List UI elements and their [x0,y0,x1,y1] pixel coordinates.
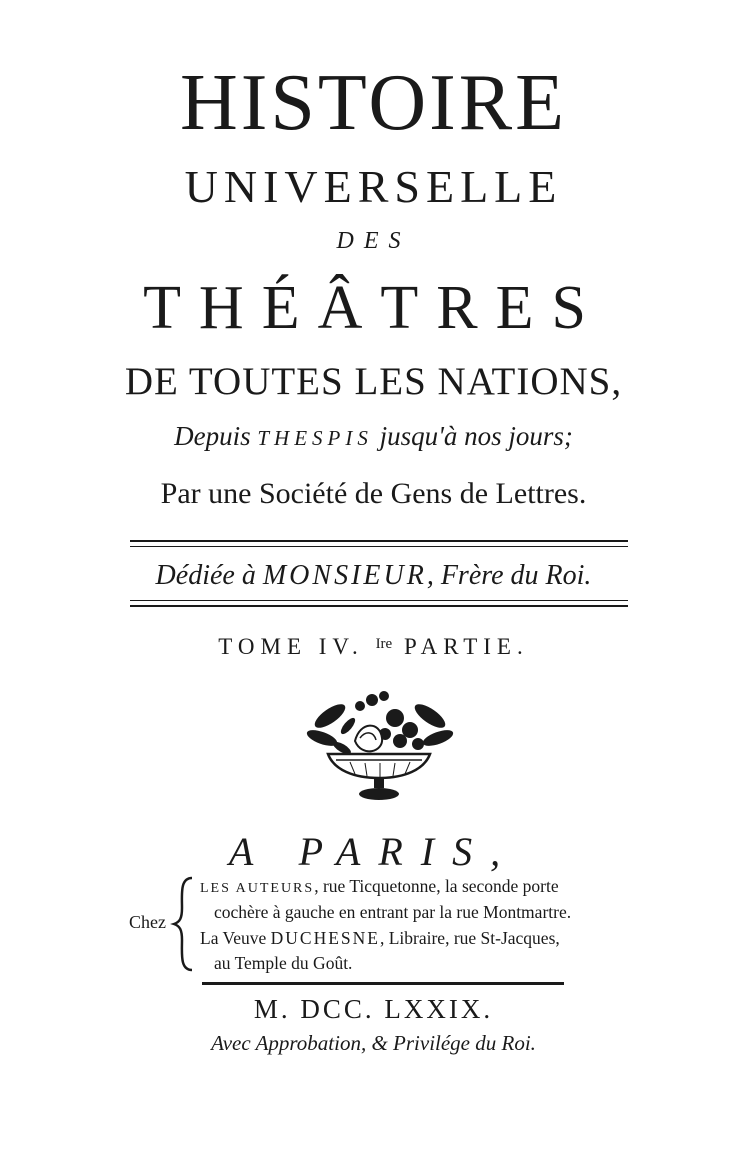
imprint-chez: Chez [129,912,166,932]
volume-tome: TOME IV. [218,634,364,659]
dedication-name: MONSIEUR [262,560,427,591]
divider-bottom-1 [130,600,628,601]
divider-imprint [202,982,564,985]
author-line: Par une Société de Gens de Lettres. [160,477,587,510]
title-histoire: HISTOIRE [180,59,567,147]
subtitle-rest: jusqu'à nos jours; [379,421,573,451]
address-line-2: cochère à gauche en entrant par la rue Montmartre. [214,902,572,922]
address-auteurs: LES AUTEURS [200,881,315,896]
address-line-4: au Temple du Goût. [214,953,353,973]
title-des: DES [336,228,411,254]
address-line-3-rest: , Libraire, rue St-Jacques, [379,928,560,948]
curly-brace-icon [170,874,198,974]
address-veuve: La Veuve [200,928,267,948]
volume-ordinal: Ire [375,636,393,652]
volume-line [0,628,747,663]
divider-bottom-2 [130,605,628,607]
title-theatres: THÉÂTRES [143,274,604,342]
title-nations: DE TOUTES LES NATIONS, [124,360,623,403]
subtitle-depuis: Depuis [174,421,251,451]
imprint-year: M. DCC. LXXIX. [253,994,494,1024]
dedication-line [0,558,747,594]
address-duchesne: DUCHESNE [270,928,380,948]
volume-partie: PARTIE. [403,634,529,659]
divider-top-1 [130,540,628,542]
imprint-city: A PARIS, [228,829,519,874]
address-line-3 [200,928,560,949]
dedication-suffix: , Frère du Roi. [426,560,592,591]
address-line-1 [200,876,559,897]
divider-top-2 [130,546,628,547]
flower-basket-vignette-icon [300,686,456,804]
title-universelle: UNIVERSELLE [184,161,563,212]
address-line-1-rest: , rue Ticquetonne, la seconde porte [314,876,559,896]
subtitle-thespis: THESPIS [257,426,373,450]
subtitle-line [0,418,747,456]
imprint-privilege: Avec Approbation, & Privilége du Roi. [211,1031,536,1055]
dedication-prefix: Dédiée à [155,560,256,591]
